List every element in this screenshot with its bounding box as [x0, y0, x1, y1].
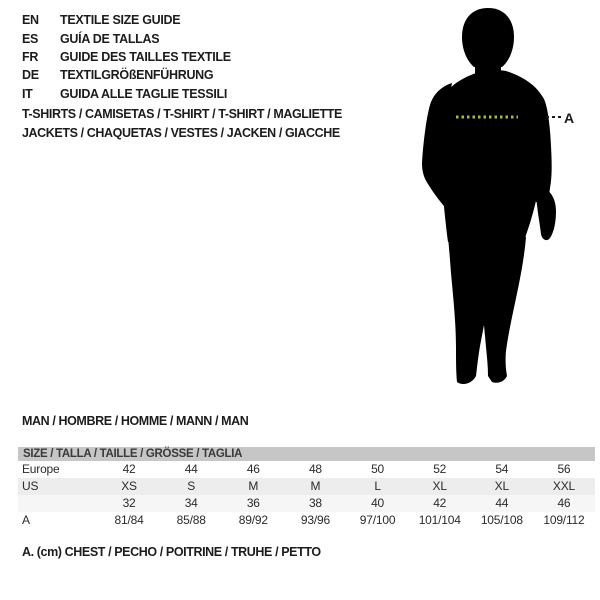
language-row: [22, 11, 382, 29]
size-cell: 54: [495, 462, 509, 476]
category-jackets: JACKETS / CHAQUETAS / VESTES / JACKEN / GIACCHE: [22, 126, 340, 140]
size-cell: S: [187, 479, 196, 493]
language-row: [22, 85, 382, 103]
measurement-footnote: A. (cm) CHEST / PECHO / POITRINE / TRUHE / PETTO: [22, 545, 321, 559]
size-cell: 93/96: [300, 513, 330, 527]
size-cell: XL: [432, 479, 447, 493]
size-cell: 36: [246, 496, 260, 510]
language-row: [22, 29, 382, 47]
size-cell: 46: [557, 496, 571, 510]
size-cell: XXL: [552, 479, 575, 493]
language-row: [22, 48, 382, 66]
language-list: [22, 11, 382, 103]
table-row-us: [18, 478, 595, 495]
size-cell: 85/88: [176, 513, 206, 527]
measure-label-a: A: [564, 110, 575, 126]
size-cell: XS: [121, 479, 137, 493]
language-title: GUIDE DES TAILLES TEXTILE: [60, 49, 231, 64]
language-code: DE: [22, 68, 39, 83]
row-cells: [98, 512, 595, 529]
man-silhouette-svg: [408, 5, 578, 395]
row-cells: [98, 495, 595, 512]
size-cell: XL: [494, 479, 509, 493]
size-cell: 46: [246, 462, 260, 476]
size-cell: 109/112: [543, 513, 585, 527]
row-cells: [98, 478, 595, 495]
row-label: A: [22, 513, 30, 527]
silhouette-shapes: [422, 8, 556, 384]
table-row-numeric: [18, 495, 595, 512]
language-code: FR: [22, 49, 39, 64]
size-cell: 42: [122, 462, 136, 476]
row-label: Europe: [22, 462, 60, 476]
man-silhouette-figure: [408, 5, 578, 395]
language-title: TEXTILGRÖßENFÜHRUNG: [60, 68, 214, 83]
size-cell: L: [374, 479, 381, 493]
row-label: US: [22, 479, 39, 493]
row-label: [18, 495, 98, 512]
garment-categories: [22, 105, 402, 143]
size-cell: M: [248, 479, 259, 493]
size-cell: 50: [371, 462, 385, 476]
size-cell: M: [310, 479, 321, 493]
language-code: IT: [22, 86, 33, 101]
size-table: [18, 447, 595, 529]
silhouette-right-hand: [537, 189, 556, 240]
size-cell: 44: [184, 462, 198, 476]
category-tshirts: T-SHIRTS / CAMISETAS / T-SHIRT / T-SHIRT / MAGLIETTE: [22, 107, 342, 121]
section-title-man: MAN / HOMBRE / HOMME / MANN / MAN: [22, 414, 249, 428]
silhouette-legs: [448, 237, 526, 384]
size-table-header: SIZE / TALLA / TAILLE / GRÖSSE / TAGLIA: [18, 447, 595, 461]
language-title: TEXTILE SIZE GUIDE: [60, 13, 181, 28]
language-row: [22, 66, 382, 84]
row-cells: [98, 461, 595, 478]
size-cell: 97/100: [359, 513, 396, 527]
size-cell: 105/108: [480, 513, 523, 527]
size-cell: 81/84: [114, 513, 144, 527]
size-cell: 42: [433, 496, 447, 510]
table-row-chest-a: [18, 512, 595, 529]
size-cell: 34: [184, 496, 198, 510]
table-row-europe: [18, 461, 595, 478]
size-cell: 89/92: [238, 513, 268, 527]
size-cell: 44: [495, 496, 509, 510]
size-cell: 38: [308, 496, 322, 510]
size-cell: 52: [433, 462, 447, 476]
language-code: EN: [22, 13, 39, 28]
size-cell: 56: [557, 462, 571, 476]
language-title: GUÍA DE TALLAS: [60, 31, 160, 46]
language-title: GUIDA ALLE TAGLIE TESSILI: [60, 86, 228, 101]
size-cell: 48: [308, 462, 322, 476]
language-code: ES: [22, 31, 39, 46]
size-cell: 101/104: [418, 513, 461, 527]
size-cell: 32: [122, 496, 136, 510]
size-cell: 40: [371, 496, 385, 510]
